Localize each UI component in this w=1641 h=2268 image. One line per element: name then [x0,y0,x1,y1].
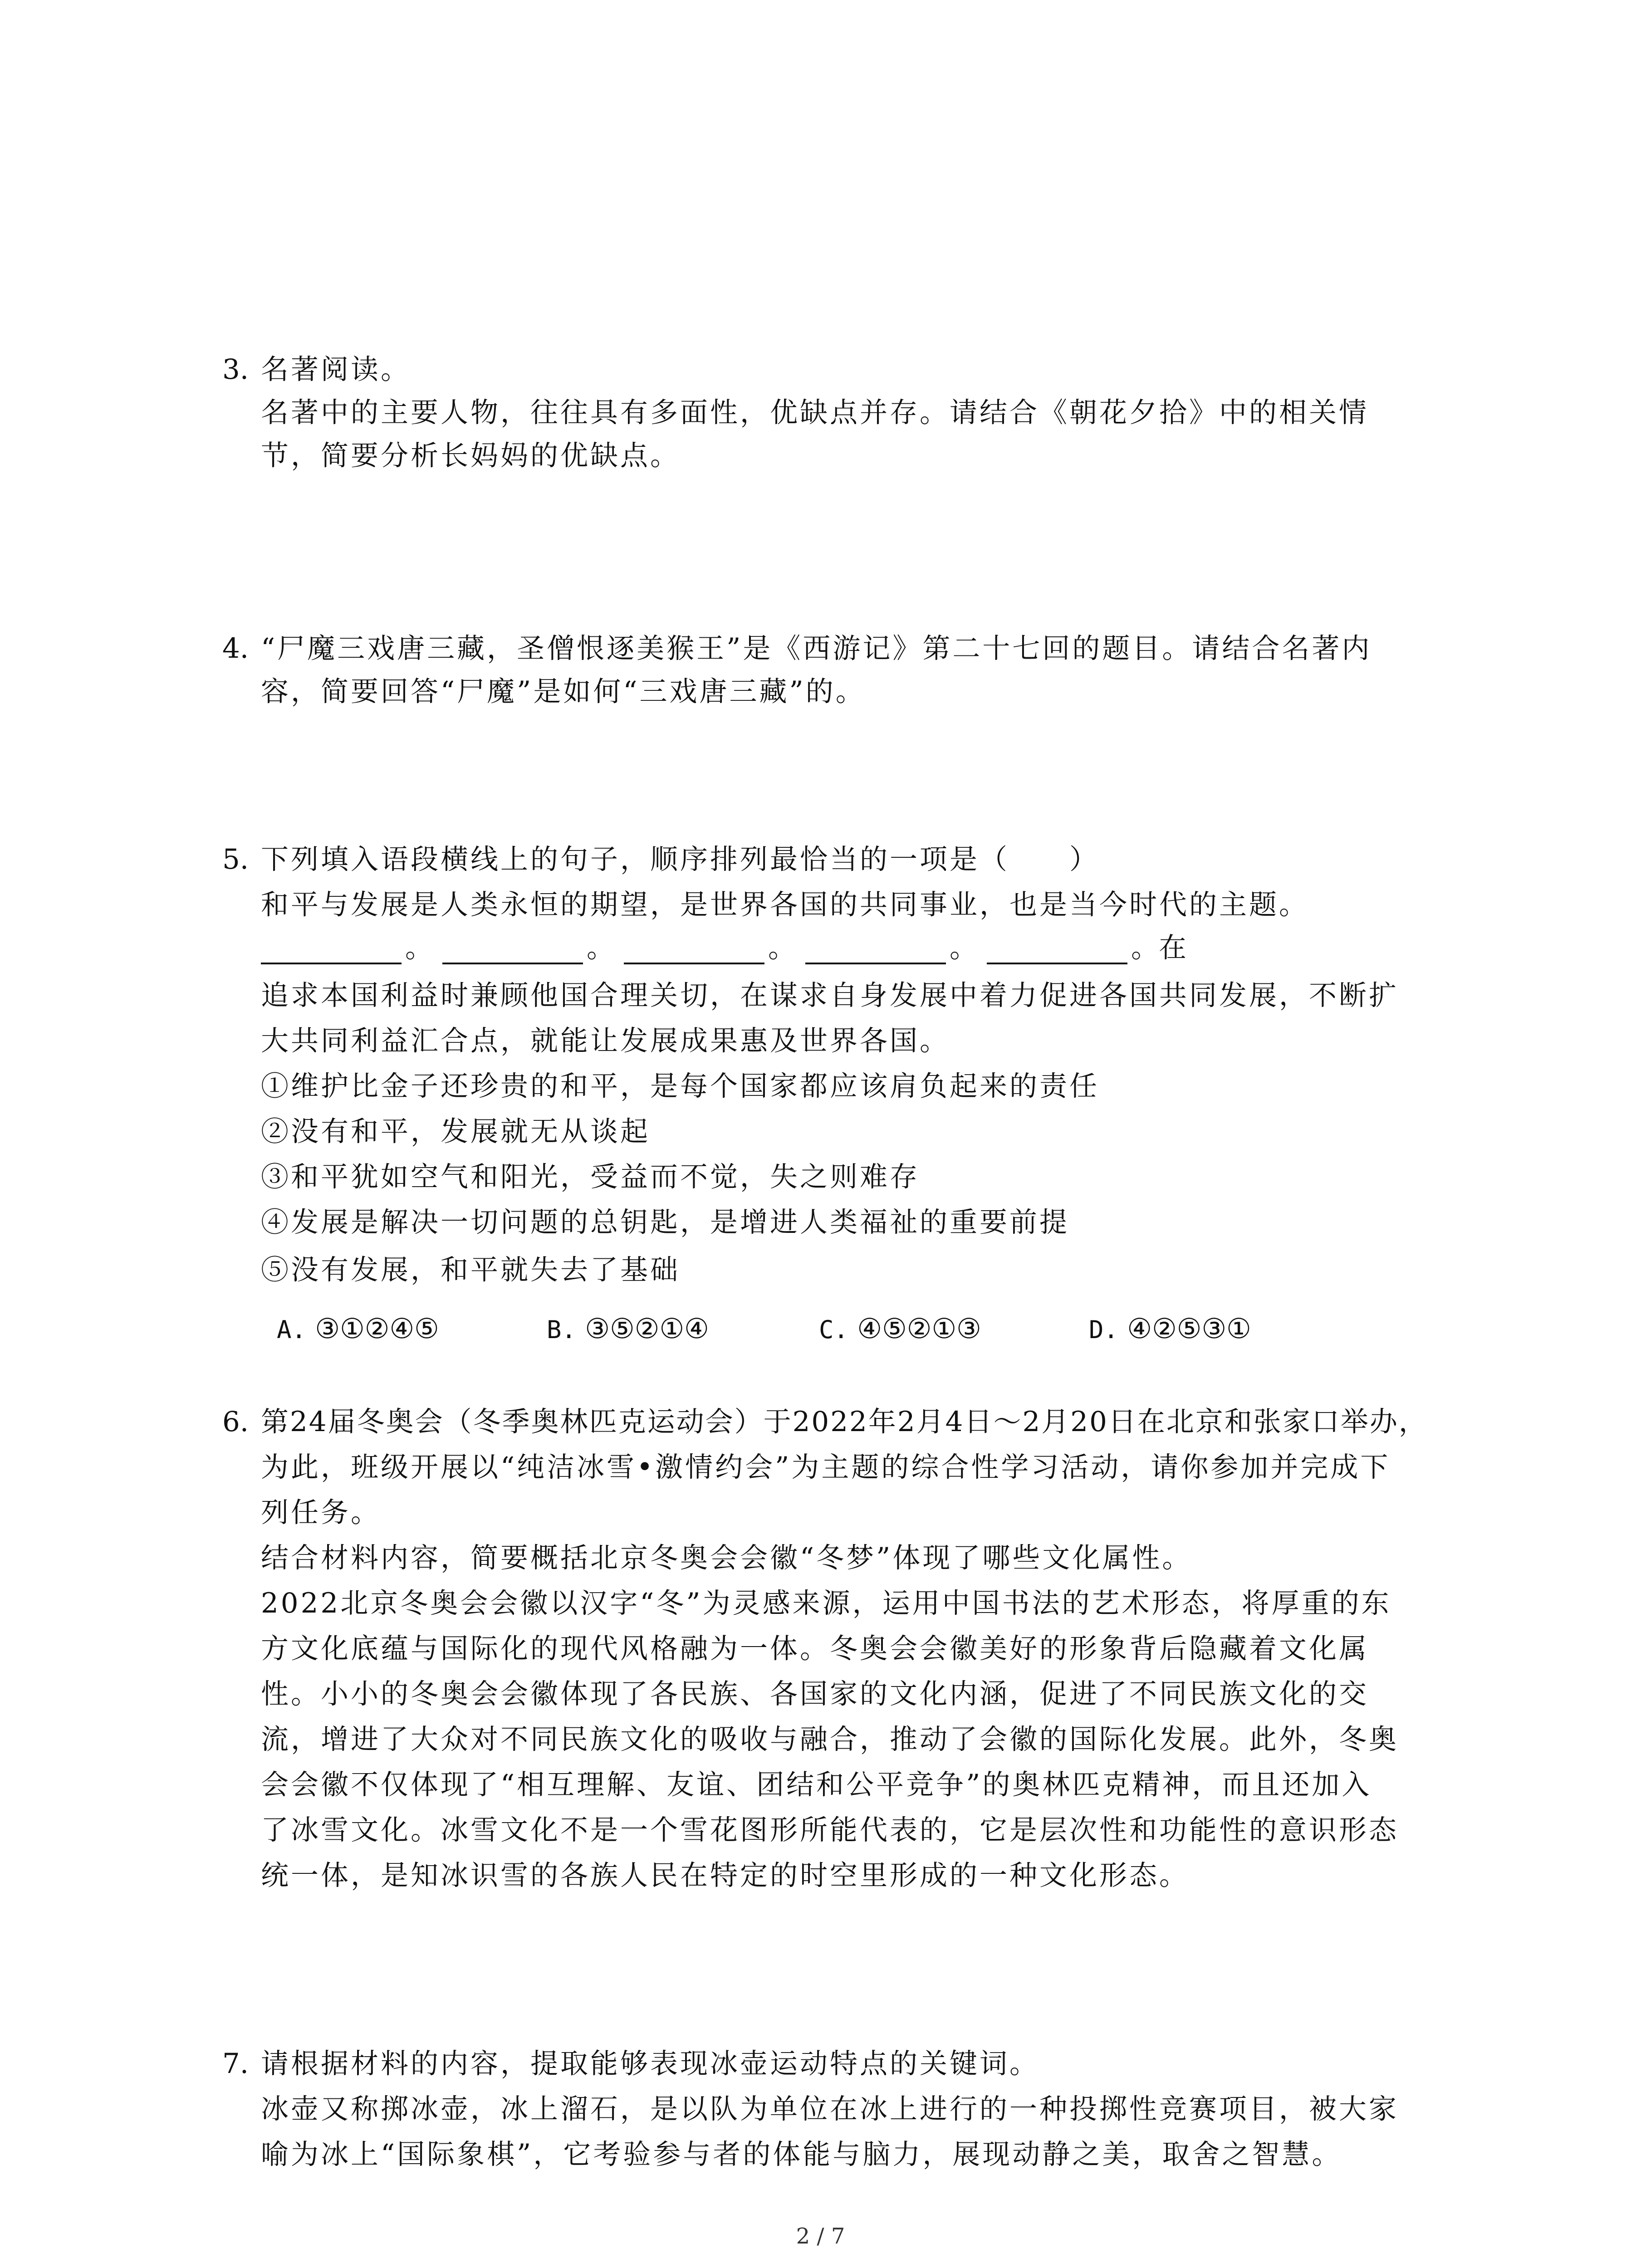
material-line: 会会徽不仅体现了“相互理解、友谊、团结和公平竞争”的奥林匹克精神，而且还加入 [261,1769,1372,1801]
answer-blank[interactable] [805,930,946,964]
option-a[interactable]: A. ③①②④⑤ [277,1313,439,1345]
material-line: 性。小小的冬奥会会徽体现了各民族、各国家的文化内涵，促进了不同民族文化的交 [261,1678,1369,1710]
option-d[interactable]: D. ④②⑤③① [1089,1313,1251,1345]
page-number: 2 / 7 [796,2224,845,2249]
question-number: 6. [222,1406,249,1438]
blank-tail: 。在 [1131,932,1187,964]
question-number: 7. [222,2048,249,2080]
question-text-line: 容，简要回答“尸魔”是如何“三戏唐三藏”的。 [261,675,866,708]
question-number: 4. [222,632,249,665]
blank-separator: 。 [405,932,433,964]
passage-line: 和平与发展是人类永恒的期望，是世界各国的共同事业，也是当今时代的主题。 [261,889,1309,921]
blank-separator: 。 [587,932,615,964]
material-line: 方文化底蕴与国际化的现代风格融为一体。冬奥会会徽美好的形象背后隐藏着文化属 [261,1633,1369,1665]
question-text-line: 节，简要分析长妈妈的优缺点。 [261,440,681,472]
answer-blank[interactable] [987,930,1127,964]
question-text-line: 第24届冬奥会（冬季奥林匹克运动会）于2022年2月4日～2月20日在北京和张家口举办， [261,1406,1428,1438]
question-number: 5. [222,843,249,875]
question-title: 下列填入语段横线上的句子，顺序排列最恰当的一项是（ ） [261,843,1100,875]
material-line: 2022北京冬奥会会徽以汉字“冬”为灵感来源，运用中国书法的艺术形态，将厚重的东 [261,1587,1391,1619]
question-text-line: 列任务。 [261,1496,381,1529]
answer-blank[interactable] [261,930,402,964]
blank-separator: 。 [950,932,978,964]
option-c[interactable]: C. ④⑤②①③ [819,1313,981,1345]
passage-line: 大共同利益汇合点，就能让发展成果惠及世界各国。 [261,1025,950,1057]
question-text-line: “尸魔三戏唐三藏，圣僧恨逐美猴王”是《西游记》第二十七回的题目。请结合名著内 [261,632,1372,665]
passage-line: 追求本国利益时兼顾他国合理关切，在谋求自身发展中着力促进各国共同发展，不断扩 [261,979,1399,1012]
answer-blank[interactable] [624,930,764,964]
question-text-line: 名著中的主要人物，往往具有多面性，优缺点并存。请结合《朝花夕拾》中的相关情 [261,396,1369,429]
sentence-item: ①维护比金子还珍贵的和平，是每个国家都应该肩负起来的责任 [261,1070,1100,1102]
material-line: 流，增进了大众对不同民族文化的吸收与融合，推动了会徽的国际化发展。此外，冬奥 [261,1723,1399,1755]
material-line: 了冰雪文化。冰雪文化不是一个雪花图形所能代表的，它是层次性和功能性的意识形态 [261,1814,1399,1846]
question-title: 名著阅读。 [261,353,411,386]
sentence-item: ③和平犹如空气和阳光，受益而不觉，失之则难存 [261,1161,920,1193]
question-text-line: 结合材料内容，简要概括北京冬奥会会徽“冬梦”体现了哪些文化属性。 [261,1542,1192,1574]
question-text-line: 为此，班级开展以“纯洁冰雪•激情约会”为主题的综合性学习活动，请你参加并完成下 [261,1451,1391,1483]
material-line: 冰壶又称掷冰壶，冰上溜石，是以队为单位在冰上进行的一种投掷性竞赛项目，被大家 [261,2093,1399,2125]
blank-separator: 。 [768,932,796,964]
sentence-item: ⑤没有发展，和平就失去了基础 [261,1254,681,1286]
question-text-line: 请根据材料的内容，提取能够表现冰壶运动特点的关键词。 [261,2048,1040,2080]
sentence-item: ②没有和平，发展就无从谈起 [261,1115,651,1148]
option-b[interactable]: B. ③⑤②①④ [547,1313,709,1345]
answer-blank[interactable] [442,930,583,964]
material-line: 统一体，是知冰识雪的各族人民在特定的时空里形成的一种文化形态。 [261,1859,1190,1892]
material-line: 喻为冰上“国际象棋”，它考验参与者的体能与脑力，展现动静之美，取舍之智慧。 [261,2138,1342,2170]
question-number: 3. [222,353,249,386]
sentence-item: ④发展是解决一切问题的总钥匙，是增进人类福祉的重要前提 [261,1206,1070,1238]
